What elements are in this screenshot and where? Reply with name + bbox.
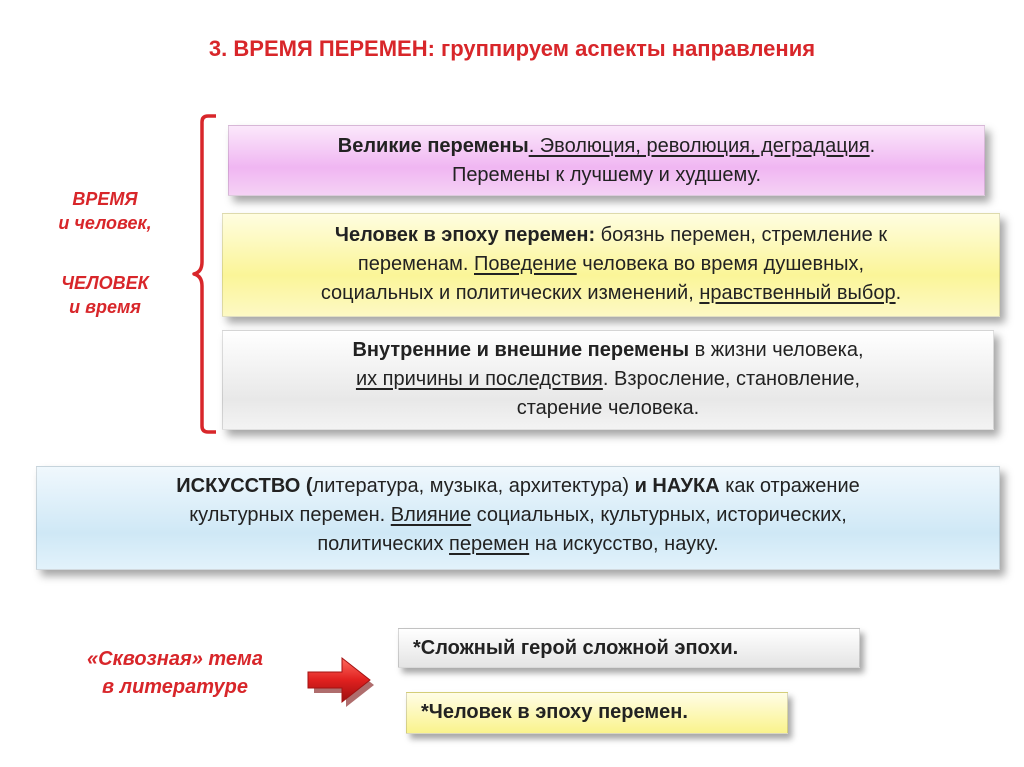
box-text: . (869, 135, 876, 157)
box-text: культурных перемен. (189, 504, 391, 526)
box-line (223, 250, 999, 279)
box-line (37, 530, 999, 559)
box-bold-text: Внутренние и внешние перемены (352, 339, 690, 361)
cross-theme-label (40, 645, 310, 701)
side-label-line: и человек, (58, 213, 152, 233)
side-label-time-person (30, 187, 180, 235)
box-underlined-text: Влияние (390, 504, 472, 526)
box-underlined-text: Поведение (474, 253, 577, 275)
box-text: . (895, 282, 902, 304)
cross-theme-line: в литературе (101, 676, 249, 698)
box-line (37, 472, 999, 501)
box-text: переменам. (357, 253, 474, 275)
box-art-science (36, 466, 1000, 570)
box-underlined-text: перемен (449, 533, 530, 555)
box-bold-text: Человек в эпоху перемен: (334, 224, 596, 246)
box-text: как отражение (719, 475, 860, 497)
box-underlined-text: нравственный выбор (699, 282, 896, 304)
box-underlined-text: . Эволюция, революция, деградация (528, 135, 870, 157)
curly-bracket-icon (192, 112, 222, 436)
box-underlined-text: их причины и последствия (355, 368, 603, 390)
box-line (37, 501, 999, 530)
side-label-person-time (30, 271, 180, 319)
box-text: социальных, культурных, исторических, (471, 504, 847, 526)
box-text: . Взросление, становление, (602, 368, 861, 390)
box-text: боязнь перемен, стремление к (595, 224, 888, 246)
box-bold-text: ИСКУССТВО ( (176, 475, 313, 497)
box-text: политических (317, 533, 450, 555)
box-great-changes (228, 125, 985, 196)
tag-person-era: *Человек в эпоху перемен. (406, 692, 788, 734)
box-bold-text: Великие перемены (337, 135, 529, 157)
box-text: социальных и политических изменений, (320, 282, 700, 304)
box-line (223, 221, 999, 250)
box-line (223, 365, 993, 394)
side-label-line: ВРЕМЯ (72, 189, 138, 209)
box-text: человека во время душевных, (576, 253, 865, 275)
box-line: Перемены к лучшему и худшему. (451, 164, 762, 186)
box-text: на искусство, науку. (529, 533, 719, 555)
box-line (223, 279, 999, 308)
box-line (229, 132, 984, 161)
side-label-line: ЧЕЛОВЕК (61, 273, 149, 293)
box-person-in-era (222, 213, 1000, 317)
tag-complex-hero: *Сложный герой сложной эпохи. (398, 628, 860, 668)
side-label-line: и время (69, 297, 141, 317)
cross-theme-line: «Сквозная» тема (87, 648, 263, 670)
box-text: в жизни человека, (689, 339, 864, 361)
box-line (223, 336, 993, 365)
box-text: литература, музыка, архитектура) (312, 475, 630, 497)
arrow-right-icon (304, 654, 376, 710)
box-bold-text: и НАУКА (629, 475, 720, 497)
box-line: старение человека. (516, 397, 700, 419)
box-inner-outer-changes (222, 330, 994, 430)
slide-title: 3. ВРЕМЯ ПЕРЕМЕН: группируем аспекты направления (208, 36, 816, 61)
